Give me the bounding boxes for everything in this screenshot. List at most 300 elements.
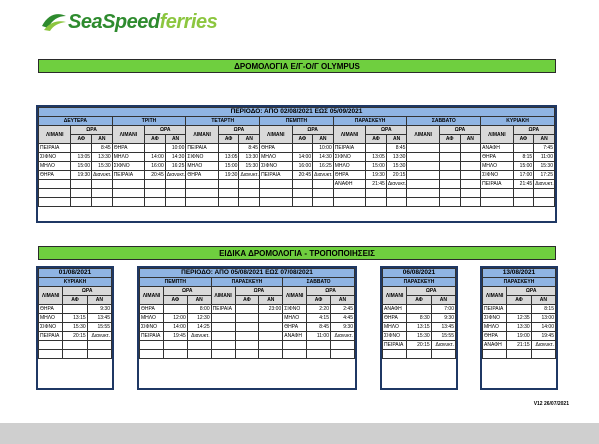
- main-title-banner: [38, 59, 556, 73]
- departure-time-cell: 21:45: [513, 180, 534, 189]
- time-column-header: ΩΡΑ: [235, 287, 283, 296]
- departure-column-header: ΑΦ: [307, 296, 331, 305]
- departure-time-cell: 8:45: [307, 323, 331, 332]
- day-header: ΤΕΤΑΡΤΗ: [186, 117, 260, 126]
- day-header: ΤΡΙΤΗ: [112, 117, 186, 126]
- port-cell: ΠΕΙΡΑΙΑ: [39, 144, 71, 153]
- departure-time-cell: 21:45: [366, 180, 387, 189]
- port-cell: ΣΙΦΝΟ: [333, 153, 365, 162]
- arrival-time-cell: Διανυκτ.: [187, 332, 211, 341]
- table-row: [39, 189, 555, 198]
- table-row: [140, 350, 355, 359]
- arrival-time-cell: 13:30: [386, 153, 407, 162]
- port-cell: ΑΝΑΦΗ: [483, 341, 507, 350]
- table-row: [39, 332, 112, 341]
- departure-time-cell: [145, 144, 166, 153]
- special-date-header: 13/08/2021: [483, 269, 556, 278]
- arrival-time-cell: 10:00: [313, 144, 334, 153]
- special-date-header: 01/08/2021: [39, 269, 112, 278]
- table-row: [39, 180, 555, 189]
- arrival-time-cell: [239, 180, 260, 189]
- day-header: ΠΑΡΑΣΚΕΥΗ: [333, 117, 407, 126]
- departure-time-cell: 16:00: [292, 162, 313, 171]
- port-cell: [483, 350, 507, 359]
- departure-column-header: ΑΦ: [218, 135, 239, 144]
- departure-time-cell: 11:00: [307, 332, 331, 341]
- port-cell: [407, 153, 439, 162]
- departure-time-cell: 16:00: [145, 162, 166, 171]
- port-cell: ΠΕΙΡΑΙΑ: [383, 341, 407, 350]
- port-cell: ΘΗΡΑ: [260, 144, 292, 153]
- arrival-column-header: ΑΝ: [259, 296, 283, 305]
- arrival-time-cell: 7:45: [534, 144, 555, 153]
- departure-time-cell: 13:30: [507, 323, 531, 332]
- departure-time-cell: [235, 323, 259, 332]
- port-cell: [211, 332, 235, 341]
- port-cell: [333, 189, 365, 198]
- arrival-time-cell: [460, 162, 481, 171]
- arrival-time-cell: [87, 341, 111, 350]
- arrival-time-cell: 15:30: [239, 162, 260, 171]
- arrival-time-cell: 14:00: [531, 323, 555, 332]
- arrival-time-cell: [460, 180, 481, 189]
- special-table-01-08: [38, 268, 112, 359]
- port-cell: ΣΙΦΝΟ: [481, 171, 513, 180]
- arrival-time-cell: 15:30: [534, 162, 555, 171]
- special-title: ΕΙΔΙΚΑ ΔΡΟΜΟΛΟΓΙΑ - ΤΡΟΠΟΠΟΙΗΣΕΙΣ: [219, 249, 375, 258]
- port-cell: [283, 341, 307, 350]
- port-column-header: ΛΙΜΑΝΙ: [39, 287, 63, 305]
- departure-time-cell: [63, 305, 87, 314]
- departure-time-cell: [513, 144, 534, 153]
- table-row: [140, 305, 355, 314]
- arrival-time-cell: [386, 198, 407, 207]
- departure-time-cell: 19:30: [366, 171, 387, 180]
- departure-time-cell: 2:20: [307, 305, 331, 314]
- arrival-time-cell: [259, 341, 283, 350]
- arrival-time-cell: [531, 350, 555, 359]
- arrival-time-cell: 8:45: [386, 144, 407, 153]
- arrival-time-cell: 16:25: [313, 162, 334, 171]
- departure-time-cell: [218, 180, 239, 189]
- day-header: ΣΑΒΒΑΤΟ: [407, 117, 481, 126]
- departure-time-cell: [235, 350, 259, 359]
- departure-time-cell: [439, 189, 460, 198]
- port-cell: ΜΗΛΟ: [481, 162, 513, 171]
- departure-time-cell: [366, 189, 387, 198]
- departure-time-cell: [235, 314, 259, 323]
- departure-time-cell: [235, 305, 259, 314]
- table-row: [39, 198, 555, 207]
- table-row: [383, 350, 456, 359]
- port-column-header: ΛΙΜΑΝΙ: [39, 126, 71, 144]
- departure-time-cell: 13:15: [407, 323, 431, 332]
- arrival-time-cell: Διανυκτ.: [431, 341, 455, 350]
- time-column-header: ΩΡΑ: [407, 287, 456, 296]
- table-row: [140, 323, 355, 332]
- port-column-header: ΛΙΜΑΝΙ: [407, 126, 439, 144]
- port-column-header: ΛΙΜΑΝΙ: [186, 126, 218, 144]
- arrival-time-cell: 8:45: [92, 144, 113, 153]
- arrival-time-cell: [460, 144, 481, 153]
- port-cell: ΘΗΡΑ: [283, 323, 307, 332]
- arrival-time-cell: [239, 198, 260, 207]
- port-cell: ΣΙΦΝΟ: [39, 153, 71, 162]
- departure-time-cell: 15:30: [63, 323, 87, 332]
- port-cell: ΑΝΑΦΗ: [481, 144, 513, 153]
- port-cell: ΠΕΙΡΑΙΑ: [186, 144, 218, 153]
- day-header: ΠΑΡΑΣΚΕΥΗ: [383, 278, 456, 287]
- departure-time-cell: 13:05: [71, 153, 92, 162]
- departure-time-cell: 19:00: [507, 332, 531, 341]
- arrival-time-cell: 13:30: [92, 153, 113, 162]
- arrival-time-cell: [187, 350, 211, 359]
- port-column-header: ΛΙΜΑΝΙ: [383, 287, 407, 305]
- table-row: [383, 323, 456, 332]
- arrival-time-cell: Διανυκτ.: [387, 181, 407, 187]
- arrival-time-cell: 9:30: [87, 305, 111, 314]
- arrival-time-cell: [534, 189, 555, 198]
- arrival-time-cell: 4:45: [331, 314, 355, 323]
- arrival-time-cell: [92, 198, 113, 207]
- time-column-header: ΩΡΑ: [218, 126, 259, 135]
- port-cell: [112, 198, 144, 207]
- arrival-time-cell: [386, 189, 407, 198]
- port-column-header: ΛΙΜΑΝΙ: [283, 287, 307, 305]
- table-row: [140, 341, 355, 350]
- time-column-header: ΩΡΑ: [507, 287, 556, 296]
- departure-time-cell: [63, 341, 87, 350]
- table-row: [39, 305, 112, 314]
- table-row: [383, 305, 456, 314]
- departure-time-cell: 15:00: [513, 162, 534, 171]
- port-cell: ΘΗΡΑ: [112, 144, 144, 153]
- time-column-header: ΩΡΑ: [366, 126, 407, 135]
- arrival-time-cell: [92, 180, 113, 189]
- departure-time-cell: [439, 144, 460, 153]
- departure-column-header: ΑΦ: [63, 296, 87, 305]
- arrival-time-cell: [460, 189, 481, 198]
- port-column-header: ΛΙΜΑΝΙ: [483, 287, 507, 305]
- departure-column-header: ΑΦ: [439, 135, 460, 144]
- departure-column-header: ΑΦ: [507, 296, 531, 305]
- port-cell: ΘΗΡΑ: [140, 305, 164, 314]
- departure-time-cell: [145, 180, 166, 189]
- departure-column-header: ΑΦ: [513, 135, 534, 144]
- port-column-header: ΛΙΜΑΝΙ: [260, 126, 292, 144]
- arrival-time-cell: 13:30: [239, 153, 260, 162]
- departure-time-cell: 20:15: [63, 332, 87, 341]
- departure-time-cell: [163, 341, 187, 350]
- arrival-time-cell: 9:30: [431, 314, 455, 323]
- arrival-time-cell: 14:30: [313, 153, 334, 162]
- departure-time-cell: [366, 198, 387, 207]
- port-cell: ΜΗΛΟ: [483, 323, 507, 332]
- arrival-time-cell: Διανυκτ.: [314, 172, 333, 178]
- time-column-header: ΩΡΑ: [292, 126, 333, 135]
- port-cell: ΠΕΙΡΑΙΑ: [140, 332, 164, 341]
- port-cell: ΠΕΙΡΑΙΑ: [481, 180, 513, 189]
- port-cell: [481, 198, 513, 207]
- departure-time-cell: [71, 180, 92, 189]
- departure-column-header: ΑΦ: [163, 296, 187, 305]
- table-row: [39, 341, 112, 350]
- arrival-time-cell: [460, 171, 481, 180]
- departure-time-cell: [163, 305, 187, 314]
- arrival-column-header: ΑΝ: [165, 135, 186, 144]
- arrival-time-cell: 15:30: [386, 162, 407, 171]
- departure-time-cell: [292, 198, 313, 207]
- departure-time-cell: [407, 305, 431, 314]
- departure-time-cell: 14:00: [292, 153, 313, 162]
- departure-time-cell: 15:00: [71, 162, 92, 171]
- port-cell: ΣΙΦΝΟ: [140, 323, 164, 332]
- day-header: ΣΑΒΒΑΤΟ: [283, 278, 355, 287]
- departure-time-cell: [145, 198, 166, 207]
- port-cell: ΜΗΛΟ: [260, 153, 292, 162]
- port-cell: ΜΗΛΟ: [39, 314, 63, 323]
- table-row: [39, 323, 112, 332]
- port-cell: ΜΗΛΟ: [112, 153, 144, 162]
- arrival-time-cell: [259, 314, 283, 323]
- port-cell: [407, 171, 439, 180]
- table-row: [483, 341, 556, 350]
- departure-time-cell: 15:30: [407, 332, 431, 341]
- arrival-column-header: ΑΝ: [87, 296, 111, 305]
- departure-time-cell: 14:00: [163, 323, 187, 332]
- arrival-time-cell: 17:25: [534, 171, 555, 180]
- port-cell: ΜΗΛΟ: [383, 323, 407, 332]
- departure-time-cell: 12:35: [507, 314, 531, 323]
- day-header: ΠΕΜΠΤΗ: [140, 278, 212, 287]
- company-logo: [40, 8, 217, 36]
- arrival-time-cell: 16:25: [165, 162, 186, 171]
- time-column-header: ΩΡΑ: [63, 287, 112, 296]
- table-row: [140, 314, 355, 323]
- table-row: [483, 332, 556, 341]
- arrival-time-cell: [534, 198, 555, 207]
- port-cell: [283, 350, 307, 359]
- main-period-header: ΠΕΡΙΟΔΟ: ΑΠΟ 02/08/2021 ΕΩΣ 05/09/2021: [39, 108, 555, 117]
- table-row: [483, 350, 556, 359]
- port-cell: [407, 189, 439, 198]
- table-row: [39, 171, 555, 180]
- arrival-time-cell: Διανυκτ.: [535, 181, 554, 187]
- arrival-column-header: ΑΝ: [531, 296, 555, 305]
- arrival-time-cell: [460, 198, 481, 207]
- table-row: [383, 314, 456, 323]
- arrival-time-cell: [165, 198, 186, 207]
- table-row: [383, 332, 456, 341]
- arrival-time-cell: 8:00: [187, 305, 211, 314]
- departure-time-cell: 19:45: [163, 332, 187, 341]
- port-cell: ΠΕΙΡΑΙΑ: [39, 332, 63, 341]
- table-row: [39, 350, 112, 359]
- special-table-06-08: [382, 268, 456, 359]
- departure-time-cell: [307, 341, 331, 350]
- arrival-time-cell: 14:25: [187, 323, 211, 332]
- port-cell: ΣΙΦΝΟ: [383, 332, 407, 341]
- table-row: [39, 144, 555, 153]
- departure-time-cell: 21:15: [507, 341, 531, 350]
- port-cell: [112, 189, 144, 198]
- arrival-time-cell: 7:00: [431, 305, 455, 314]
- departure-time-cell: 19:30: [71, 171, 92, 180]
- port-cell: [211, 350, 235, 359]
- port-cell: ΘΗΡΑ: [483, 332, 507, 341]
- special-title-banner: [38, 246, 556, 260]
- arrival-time-cell: 11:00: [534, 153, 555, 162]
- port-cell: [260, 189, 292, 198]
- arrival-time-cell: 13:00: [531, 314, 555, 323]
- departure-time-cell: [292, 189, 313, 198]
- arrival-time-cell: [313, 180, 334, 189]
- table-row: [39, 153, 555, 162]
- departure-column-header: ΑΦ: [292, 135, 313, 144]
- port-cell: [186, 189, 218, 198]
- day-header: ΠΕΜΠΤΗ: [260, 117, 334, 126]
- departure-time-cell: 20:45: [145, 171, 166, 180]
- arrival-time-cell: Διανυκτ.: [87, 332, 111, 341]
- departure-time-cell: [439, 171, 460, 180]
- departure-time-cell: [513, 189, 534, 198]
- port-cell: [333, 198, 365, 207]
- departure-time-cell: [145, 189, 166, 198]
- table-row: [39, 162, 555, 171]
- arrival-time-cell: 15:30: [92, 162, 113, 171]
- port-cell: ΣΙΦΝΟ: [283, 305, 307, 314]
- arrival-column-header: ΑΝ: [431, 296, 455, 305]
- port-cell: [39, 189, 71, 198]
- departure-time-cell: [163, 350, 187, 359]
- arrival-time-cell: 13:45: [87, 314, 111, 323]
- port-cell: ΘΗΡΑ: [333, 171, 365, 180]
- port-cell: [211, 323, 235, 332]
- arrival-time-cell: Διανυκτ.: [93, 172, 112, 178]
- departure-column-header: ΑΦ: [235, 296, 259, 305]
- arrival-time-cell: 23:00: [259, 305, 283, 314]
- arrival-column-header: ΑΝ: [187, 296, 211, 305]
- arrival-time-cell: 10:00: [165, 144, 186, 153]
- departure-time-cell: [513, 198, 534, 207]
- time-column-header: ΩΡΑ: [307, 287, 355, 296]
- arrival-time-cell: Διανυκτ.: [331, 332, 355, 341]
- port-cell: ΘΗΡΑ: [186, 171, 218, 180]
- departure-time-cell: [307, 350, 331, 359]
- departure-time-cell: [235, 341, 259, 350]
- port-cell: ΣΙΦΝΟ: [112, 162, 144, 171]
- port-cell: ΣΙΦΝΟ: [186, 153, 218, 162]
- port-cell: [39, 350, 63, 359]
- departure-time-cell: 4:15: [307, 314, 331, 323]
- table-row: [483, 305, 556, 314]
- port-cell: [383, 350, 407, 359]
- departure-column-header: ΑΦ: [366, 135, 387, 144]
- port-cell: ΜΗΛΟ: [39, 162, 71, 171]
- arrival-time-cell: [187, 341, 211, 350]
- arrival-column-header: ΑΝ: [239, 135, 260, 144]
- special-period-header: ΠΕΡΙΟΔΟ: ΑΠΟ 05/08/2021 ΕΩΣ 07/08/2021: [140, 269, 355, 278]
- time-column-header: ΩΡΑ: [439, 126, 480, 135]
- day-header: ΠΑΡΑΣΚΕΥΗ: [483, 278, 556, 287]
- arrival-time-cell: Διανυκτ.: [240, 172, 259, 178]
- arrival-time-cell: 8:45: [239, 144, 260, 153]
- arrival-time-cell: [259, 332, 283, 341]
- departure-time-cell: 8:30: [407, 314, 431, 323]
- departure-time-cell: [218, 189, 239, 198]
- port-cell: [39, 198, 71, 207]
- port-cell: [481, 189, 513, 198]
- logo-text-seaspeed: SeaSpeed: [68, 10, 160, 33]
- main-title: ΔΡΟΜΟΛΟΓΙΑ Ε/Γ-Ο/Γ OLYMPUS: [234, 62, 360, 71]
- port-cell: [140, 350, 164, 359]
- day-header: ΠΑΡΑΣΚΕΥΗ: [211, 278, 283, 287]
- arrival-time-cell: 12:30: [187, 314, 211, 323]
- departure-time-cell: [218, 144, 239, 153]
- departure-column-header: ΑΦ: [407, 296, 431, 305]
- arrival-time-cell: [259, 323, 283, 332]
- table-row: [140, 332, 355, 341]
- departure-time-cell: [71, 144, 92, 153]
- arrival-time-cell: 20:15: [386, 171, 407, 180]
- arrival-time-cell: 13:45: [431, 323, 455, 332]
- arrival-column-header: ΑΝ: [92, 135, 113, 144]
- day-header: ΚΥΡΙΑΚΗ: [39, 278, 112, 287]
- arrival-time-cell: [165, 180, 186, 189]
- departure-time-cell: [507, 350, 531, 359]
- departure-time-cell: 19:30: [218, 171, 239, 180]
- port-cell: [186, 180, 218, 189]
- port-cell: [260, 198, 292, 207]
- port-cell: ΜΗΛΟ: [283, 314, 307, 323]
- departure-time-cell: 8:15: [513, 153, 534, 162]
- departure-time-cell: [292, 144, 313, 153]
- arrival-time-cell: 8:15: [531, 305, 555, 314]
- port-cell: [211, 341, 235, 350]
- table-row: [483, 314, 556, 323]
- special-table-13-08: [482, 268, 556, 359]
- port-column-header: ΛΙΜΑΝΙ: [112, 126, 144, 144]
- port-cell: ΠΕΙΡΑΙΑ: [112, 171, 144, 180]
- logo-text-ferries: ferries: [159, 10, 218, 33]
- port-cell: ΠΕΙΡΑΙΑ: [483, 305, 507, 314]
- departure-time-cell: [439, 162, 460, 171]
- departure-time-cell: 17:00: [513, 171, 534, 180]
- arrival-time-cell: [239, 189, 260, 198]
- table-row: [39, 314, 112, 323]
- port-cell: ΜΗΛΟ: [333, 162, 365, 171]
- arrival-time-cell: 19:45: [531, 332, 555, 341]
- arrival-time-cell: 2:45: [331, 305, 355, 314]
- port-cell: ΠΕΙΡΑΙΑ: [260, 171, 292, 180]
- departure-time-cell: 15:00: [366, 162, 387, 171]
- arrival-time-cell: [259, 350, 283, 359]
- arrival-time-cell: [331, 341, 355, 350]
- port-column-header: ΛΙΜΑΝΙ: [211, 287, 235, 305]
- arrival-time-cell: 15:55: [431, 332, 455, 341]
- arrival-column-header: ΑΝ: [313, 135, 334, 144]
- arrival-column-header: ΑΝ: [386, 135, 407, 144]
- arrival-time-cell: Διανυκτ.: [166, 172, 186, 178]
- departure-time-cell: [366, 144, 387, 153]
- version-label: V12 26/07/2021: [533, 401, 569, 407]
- port-column-header: ΛΙΜΑΝΙ: [481, 126, 513, 144]
- departure-time-cell: [71, 198, 92, 207]
- departure-time-cell: 13:05: [366, 153, 387, 162]
- page-bottom-bar: [0, 423, 599, 444]
- time-column-header: ΩΡΑ: [145, 126, 186, 135]
- departure-time-cell: 14:00: [145, 153, 166, 162]
